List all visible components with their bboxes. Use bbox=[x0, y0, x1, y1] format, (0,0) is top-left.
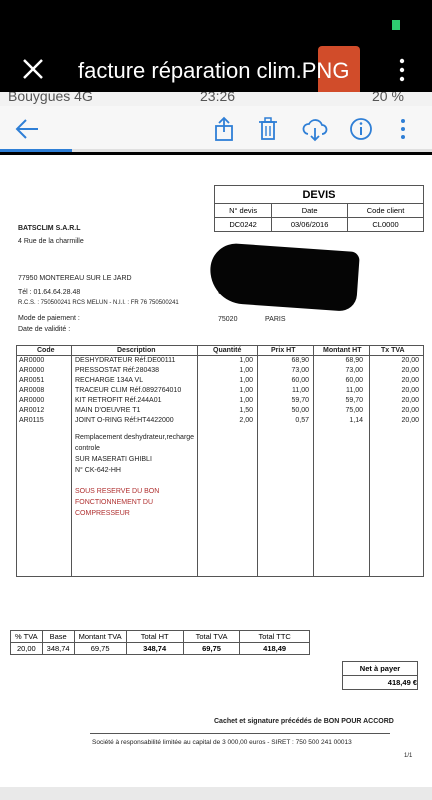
header-description: Description bbox=[117, 347, 156, 354]
line-cell-code: AR0115 bbox=[19, 417, 44, 424]
devis-header-client: Code client bbox=[348, 204, 424, 218]
cloud-upload-icon[interactable] bbox=[302, 116, 328, 142]
totals-value: 348,74 bbox=[126, 643, 183, 655]
devis-box bbox=[214, 185, 424, 232]
battery-label: 20 % bbox=[372, 92, 404, 104]
line-cell-qty: 1,00 bbox=[239, 367, 253, 374]
invoice-document bbox=[0, 155, 432, 787]
line-cell-price: 11,00 bbox=[292, 387, 309, 394]
col-divider bbox=[71, 346, 72, 576]
line-cell-qty: 1,00 bbox=[239, 377, 253, 384]
reserve-line: COMPRESSEUR bbox=[75, 510, 130, 517]
line-cell-code: AR0051 bbox=[19, 377, 45, 384]
line-cell-amount: 59,70 bbox=[345, 397, 363, 404]
company-rcs: R.C.S. : 750500241 RCS MELUN - N.I.I. : FR 76 750500241 bbox=[18, 300, 179, 306]
col-divider bbox=[257, 346, 258, 576]
client-redaction bbox=[208, 242, 360, 312]
line-cell-amount: 60,00 bbox=[345, 377, 363, 384]
viewer-header bbox=[0, 0, 432, 92]
embedded-status-bar bbox=[0, 92, 432, 106]
line-cell-tva: 20,00 bbox=[401, 367, 419, 374]
line-cell-price: 68,90 bbox=[291, 357, 309, 364]
line-cell-price: 60,00 bbox=[291, 377, 309, 384]
line-cell-code: AR0000 bbox=[19, 367, 45, 374]
note-line: N° CK-642-HH bbox=[75, 467, 121, 474]
devis-header-date: Date bbox=[272, 204, 348, 218]
line-cell-code: AR0000 bbox=[19, 357, 45, 364]
signature-label: Cachet et signature précédés de BON POUR ACCORD bbox=[214, 718, 394, 725]
footer-legal: Société à responsabilité limitée au capital de 3 000,00 euros - SIRET : 750 500 241 00013 bbox=[92, 739, 352, 746]
line-cell-tva: 20,00 bbox=[401, 377, 419, 384]
time-label: 23:26 bbox=[200, 92, 236, 104]
company-tel: Tél : 01.64.64.28.48 bbox=[18, 289, 81, 296]
totals-value: 20,00 bbox=[11, 643, 43, 655]
devis-title: DEVIS bbox=[215, 186, 424, 204]
totals-header: Total TTC bbox=[240, 631, 309, 643]
payment-mode-label: Mode de paiement : bbox=[18, 315, 80, 322]
client-city: PARIS bbox=[265, 316, 286, 323]
company-name: BATSCLIM S.A.R.L bbox=[18, 225, 81, 232]
carrier-label: Bouygues 4G bbox=[8, 92, 93, 104]
totals-value: 69,75 bbox=[183, 643, 240, 655]
net-to-pay-value: 418,49 € bbox=[343, 676, 418, 690]
totals-header: % TVA bbox=[11, 631, 43, 643]
line-cell-price: 0,57 bbox=[295, 417, 309, 424]
devis-client-code: CL0000 bbox=[348, 218, 424, 232]
header-quantity: Quantité bbox=[213, 347, 242, 354]
net-to-pay-label: Net à payer bbox=[343, 662, 418, 676]
file-title: facture réparation clim.PNG bbox=[78, 58, 350, 83]
devis-header-number: N° devis bbox=[215, 204, 272, 218]
line-cell-desc: MAIN D'OEUVRE T1 bbox=[75, 407, 141, 414]
line-cell-desc: JOINT O-RING Réf:HT4422000 bbox=[75, 417, 174, 424]
close-icon[interactable] bbox=[22, 58, 44, 80]
totals-value: 418,49 bbox=[240, 643, 309, 655]
line-cell-desc: KIT RETROFIT Réf.244A01 bbox=[75, 397, 162, 404]
line-cell-qty: 1,00 bbox=[239, 357, 253, 364]
company-city: 77950 MONTEREAU SUR LE JARD bbox=[18, 275, 132, 282]
net-to-pay-box bbox=[342, 661, 418, 690]
more-vertical-icon[interactable] bbox=[398, 116, 408, 142]
totals-value: 348,74 bbox=[42, 643, 74, 655]
line-cell-code: AR0000 bbox=[19, 397, 45, 404]
line-cell-desc: RECHARGE 134A VL bbox=[75, 377, 144, 384]
share-icon[interactable] bbox=[211, 116, 237, 142]
line-cell-code: AR0008 bbox=[19, 387, 45, 394]
line-cell-desc: PRESSOSTAT Réf:280438 bbox=[75, 367, 160, 374]
line-cell-tva: 20,00 bbox=[401, 397, 419, 404]
reserve-line: FONCTIONNEMENT DU bbox=[75, 499, 154, 506]
line-cell-desc: TRACEUR CLIM Réf.0892764010 bbox=[75, 387, 182, 394]
col-divider bbox=[313, 346, 314, 576]
line-cell-tva: 20,00 bbox=[401, 407, 419, 414]
line-cell-qty: 1,00 bbox=[239, 397, 253, 404]
note-line: Remplacement deshydrateur,recharge bbox=[75, 434, 195, 441]
header-price: Prix HT bbox=[271, 347, 296, 354]
line-cell-qty: 1,00 bbox=[239, 387, 253, 394]
line-cell-amount: 75,00 bbox=[345, 407, 363, 414]
info-icon[interactable] bbox=[348, 116, 374, 142]
devis-number: DC0242 bbox=[215, 218, 272, 232]
client-postcode: 75020 bbox=[218, 316, 238, 323]
totals-header: Total TVA bbox=[183, 631, 240, 643]
line-cell-code: AR0012 bbox=[19, 407, 45, 414]
line-cell-amount: 73,00 bbox=[345, 367, 363, 374]
totals-header: Total HT bbox=[126, 631, 183, 643]
totals-header: Base bbox=[42, 631, 74, 643]
line-cell-qty: 1,50 bbox=[239, 407, 253, 414]
line-cell-amount: 1,14 bbox=[349, 417, 363, 424]
line-cell-amount: 68,90 bbox=[345, 357, 363, 364]
header-code: Code bbox=[37, 347, 55, 354]
line-cell-tva: 20,00 bbox=[401, 417, 419, 424]
col-divider bbox=[197, 346, 198, 576]
image-toolbar bbox=[0, 106, 432, 152]
status-indicator bbox=[392, 20, 400, 30]
line-cell-amount: 11,00 bbox=[346, 387, 363, 394]
signature-line bbox=[90, 733, 390, 734]
trash-icon[interactable] bbox=[255, 116, 281, 142]
line-cell-price: 50,00 bbox=[291, 407, 309, 414]
line-cell-tva: 20,00 bbox=[401, 387, 419, 394]
totals-header: Montant TVA bbox=[74, 631, 126, 643]
col-divider bbox=[369, 346, 370, 576]
invoice-lines-table bbox=[16, 345, 424, 577]
devis-date: 03/06/2016 bbox=[272, 218, 348, 232]
line-cell-desc: DESHYDRATEUR Réf.DE00111 bbox=[75, 357, 176, 364]
back-arrow-icon[interactable] bbox=[14, 116, 40, 142]
reserve-line: SOUS RESERVE DU BON bbox=[75, 488, 160, 495]
line-cell-price: 59,70 bbox=[291, 397, 309, 404]
validity-label: Date de validité : bbox=[18, 326, 71, 333]
line-cell-tva: 20,00 bbox=[401, 357, 419, 364]
header-amount: Montant HT bbox=[323, 347, 362, 354]
loading-progress-bar bbox=[0, 149, 72, 152]
totals-table bbox=[10, 630, 310, 655]
line-cell-qty: 2,00 bbox=[239, 417, 253, 424]
line-cell-price: 73,00 bbox=[291, 367, 309, 374]
note-line: controle bbox=[75, 445, 100, 452]
page-number: 1/1 bbox=[404, 753, 413, 759]
more-vertical-icon[interactable] bbox=[398, 58, 406, 82]
company-street: 4 Rue de la charmille bbox=[18, 238, 84, 245]
image-canvas bbox=[0, 155, 432, 800]
note-line: SUR MASERATI GHIBLI bbox=[75, 456, 152, 463]
header-tva: Tx TVA bbox=[381, 347, 405, 354]
totals-value: 69,75 bbox=[74, 643, 126, 655]
